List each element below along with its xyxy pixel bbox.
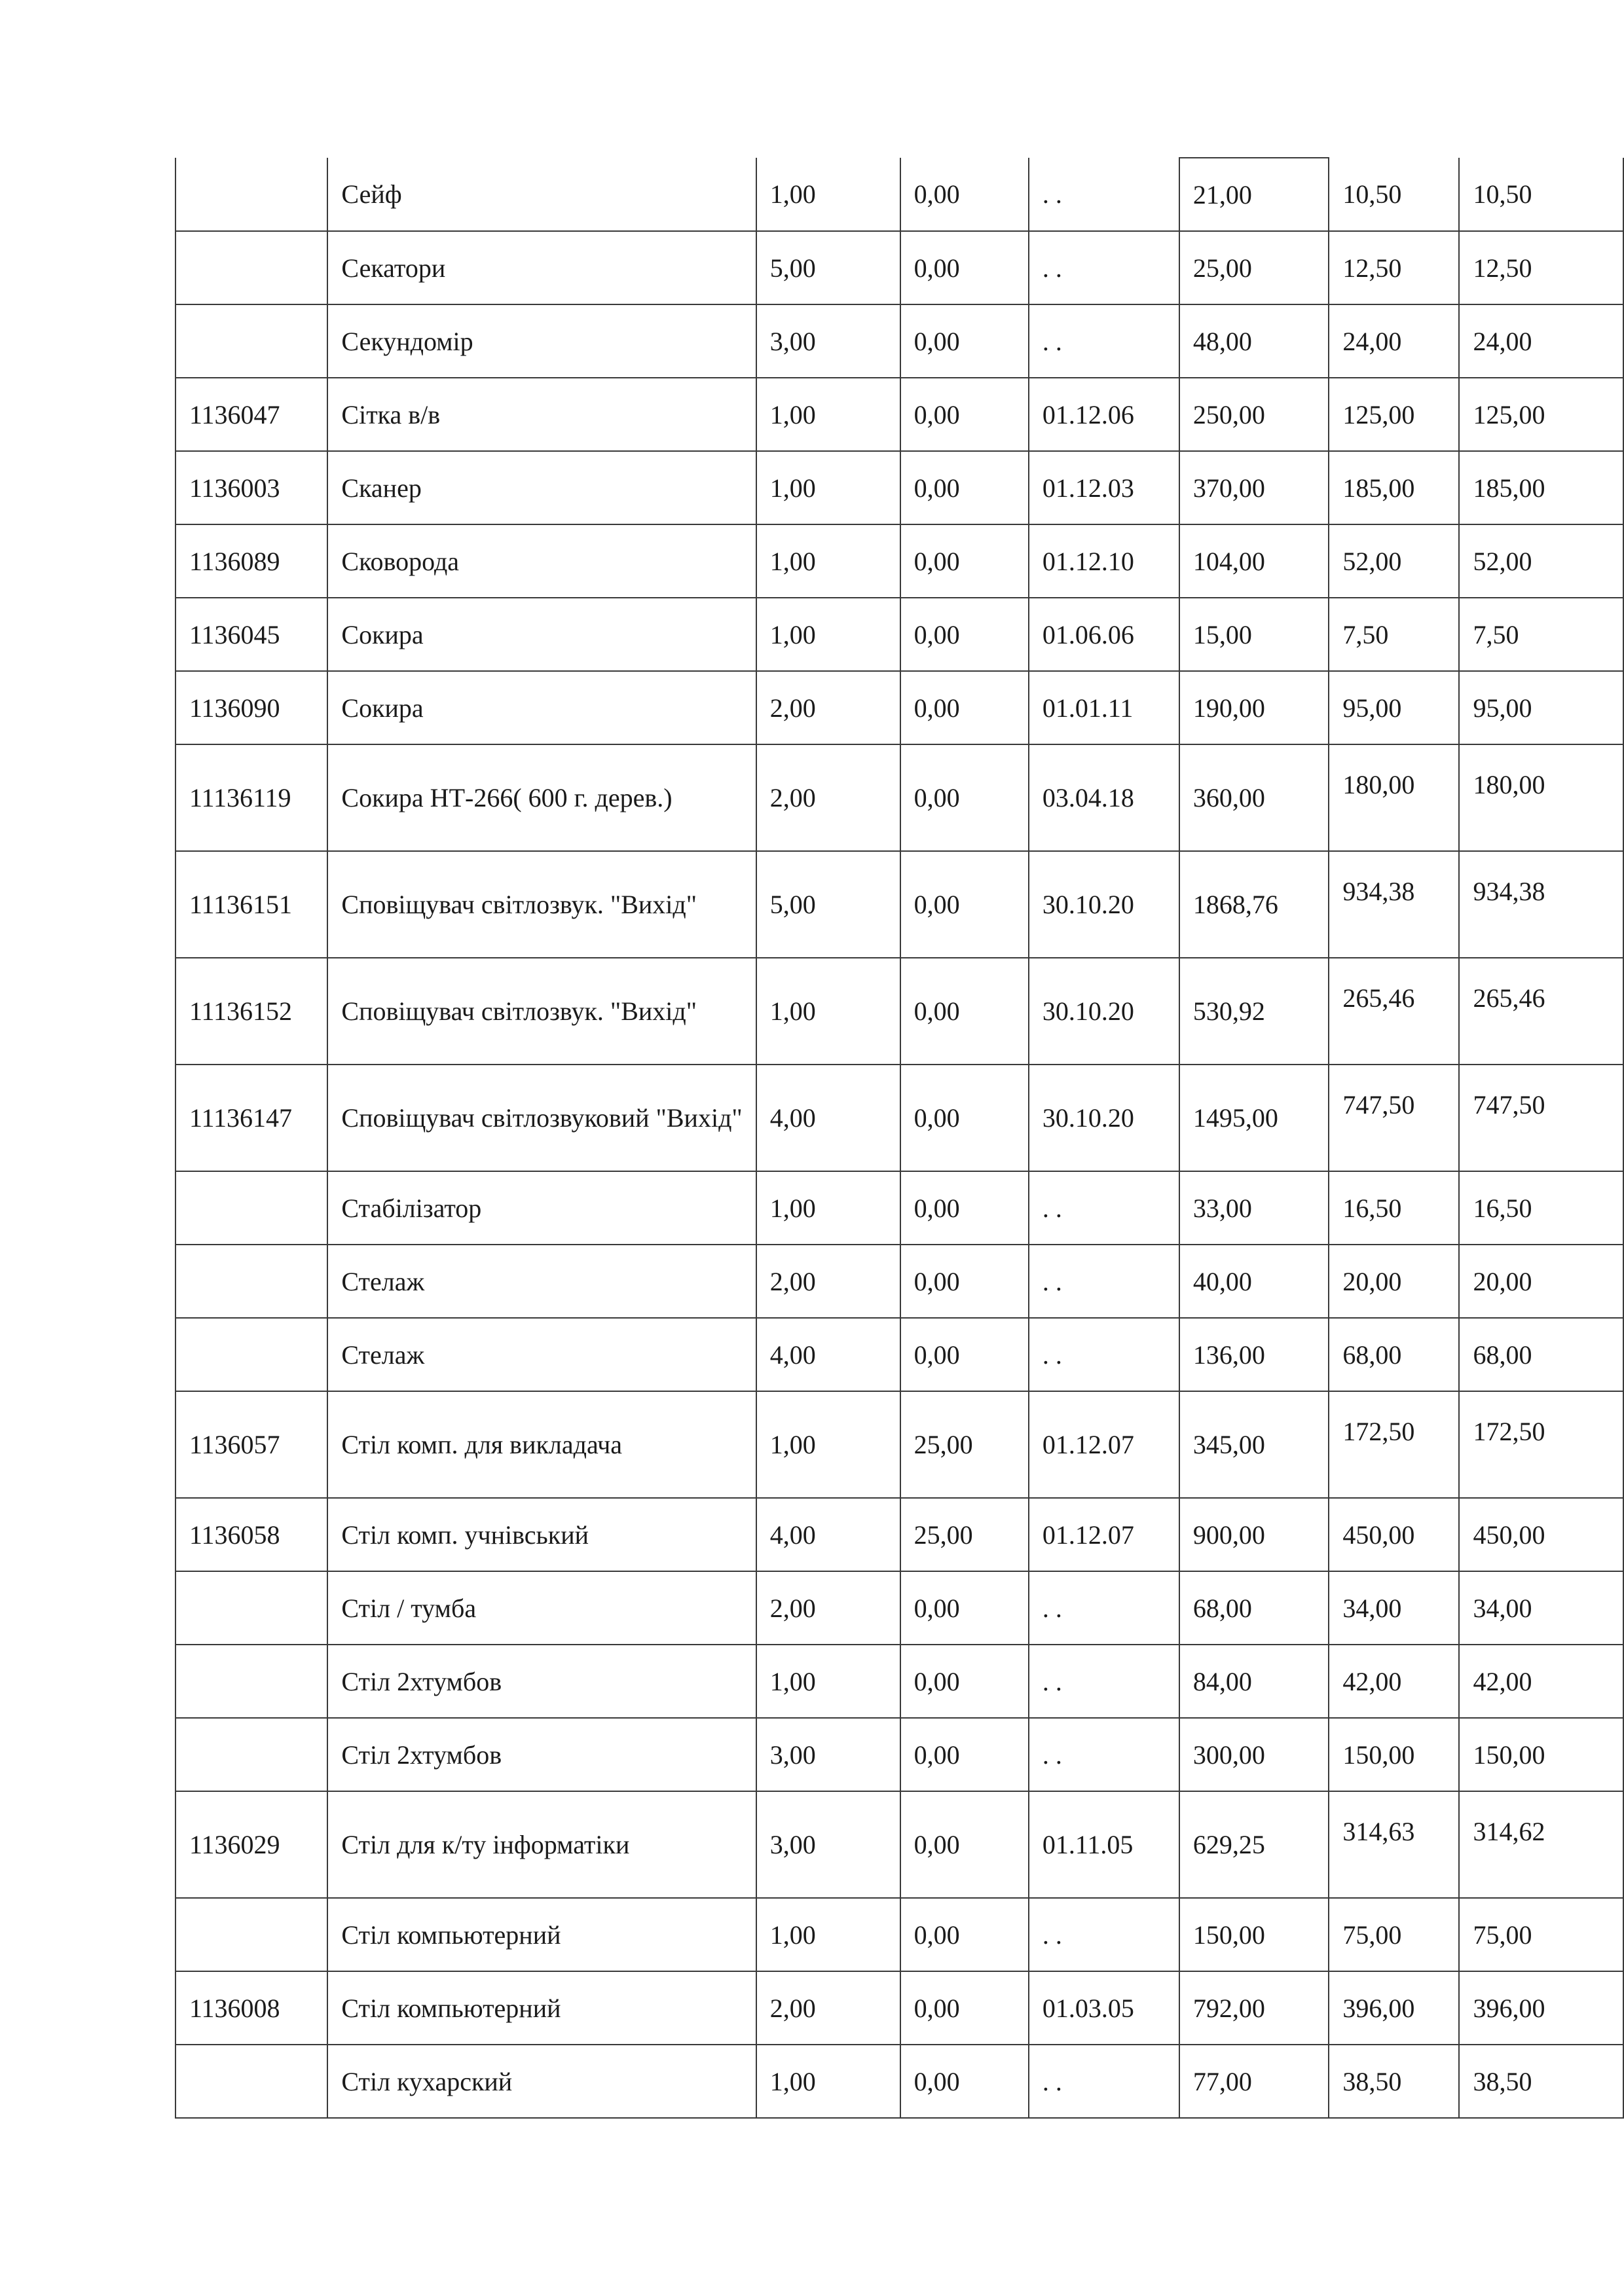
- wear-value-cell: 747,50: [1329, 1065, 1459, 1171]
- item-name-cell: Стіл для к/ту інформатіки: [327, 1791, 756, 1898]
- item-code-cell: 1136045: [175, 598, 327, 671]
- quantity-cell: 1,00: [756, 1898, 900, 1971]
- item-code-cell: 11136119: [175, 744, 327, 851]
- wear-value-cell: 95,00: [1329, 671, 1459, 744]
- residual-value-cell: 180,00: [1459, 744, 1623, 851]
- item-name-cell: Стелаж: [327, 1318, 756, 1391]
- date-cell: . .: [1029, 1718, 1179, 1791]
- date-cell: . .: [1029, 158, 1179, 231]
- item-code-cell: [175, 1645, 327, 1718]
- item-code-cell: 1136090: [175, 671, 327, 744]
- residual-value-cell: 20,00: [1459, 1245, 1623, 1318]
- wear-value-cell: 7,50: [1329, 598, 1459, 671]
- residual-value-cell: 38,50: [1459, 2045, 1623, 2118]
- residual-value-cell: 16,50: [1459, 1171, 1623, 1245]
- wear-value-cell: 180,00: [1329, 744, 1459, 851]
- rate-cell: 0,00: [900, 958, 1029, 1065]
- table-row: [175, 1065, 1623, 1171]
- wear-value-cell: 396,00: [1329, 1971, 1459, 2045]
- item-code-cell: 1136089: [175, 524, 327, 598]
- table-row: [175, 1318, 1623, 1391]
- initial-value-cell: 104,00: [1179, 524, 1329, 598]
- table-row: [175, 378, 1623, 451]
- table-row: [175, 158, 1623, 231]
- rate-cell: 0,00: [900, 598, 1029, 671]
- wear-value-cell: 314,63: [1329, 1791, 1459, 1898]
- rate-cell: 0,00: [900, 158, 1029, 231]
- inventory-table: [175, 157, 1624, 2119]
- quantity-cell: 1,00: [756, 524, 900, 598]
- initial-value-cell: 77,00: [1179, 2045, 1329, 2118]
- date-cell: . .: [1029, 1245, 1179, 1318]
- table-row: [175, 1645, 1623, 1718]
- date-cell: 01.12.07: [1029, 1391, 1179, 1498]
- item-code-cell: 11136151: [175, 851, 327, 958]
- item-code-cell: 1136047: [175, 378, 327, 451]
- quantity-cell: 1,00: [756, 451, 900, 524]
- item-code-cell: [175, 304, 327, 378]
- date-cell: 01.11.05: [1029, 1791, 1179, 1898]
- rate-cell: 0,00: [900, 231, 1029, 304]
- initial-value-cell: 250,00: [1179, 378, 1329, 451]
- item-name-cell: Стіл 2хтумбов: [327, 1645, 756, 1718]
- table-row: [175, 451, 1623, 524]
- quantity-cell: 1,00: [756, 598, 900, 671]
- item-name-cell: Стіл / тумба: [327, 1571, 756, 1645]
- item-name-cell: Стіл комп. для викладача: [327, 1391, 756, 1498]
- rate-cell: 0,00: [900, 1065, 1029, 1171]
- item-name-cell: Стіл компьютерний: [327, 1898, 756, 1971]
- rate-cell: 0,00: [900, 744, 1029, 851]
- date-cell: . .: [1029, 1898, 1179, 1971]
- quantity-cell: 4,00: [756, 1498, 900, 1571]
- wear-value-cell: 172,50: [1329, 1391, 1459, 1498]
- date-cell: 30.10.20: [1029, 1065, 1179, 1171]
- table-row: [175, 231, 1623, 304]
- table-row: [175, 598, 1623, 671]
- quantity-cell: 1,00: [756, 378, 900, 451]
- residual-value-cell: 24,00: [1459, 304, 1623, 378]
- residual-value-cell: 42,00: [1459, 1645, 1623, 1718]
- table-row: [175, 851, 1623, 958]
- item-name-cell: Сканер: [327, 451, 756, 524]
- initial-value-cell: 48,00: [1179, 304, 1329, 378]
- quantity-cell: 4,00: [756, 1065, 900, 1171]
- item-code-cell: 1136029: [175, 1791, 327, 1898]
- item-name-cell: Сокира: [327, 671, 756, 744]
- rate-cell: 0,00: [900, 671, 1029, 744]
- quantity-cell: 2,00: [756, 1571, 900, 1645]
- initial-value-cell: 40,00: [1179, 1245, 1329, 1318]
- initial-value-cell: 792,00: [1179, 1971, 1329, 2045]
- initial-value-cell: 1495,00: [1179, 1065, 1329, 1171]
- initial-value-cell: 15,00: [1179, 598, 1329, 671]
- rate-cell: 0,00: [900, 1898, 1029, 1971]
- item-code-cell: [175, 2045, 327, 2118]
- rate-cell: 0,00: [900, 304, 1029, 378]
- item-name-cell: Сокира НТ-266( 600 г. дерев.): [327, 744, 756, 851]
- item-code-cell: 11136147: [175, 1065, 327, 1171]
- item-name-cell: Стелаж: [327, 1245, 756, 1318]
- item-name-cell: Стіл 2хтумбов: [327, 1718, 756, 1791]
- item-code-cell: [175, 1898, 327, 1971]
- wear-value-cell: 450,00: [1329, 1498, 1459, 1571]
- initial-value-cell: 370,00: [1179, 451, 1329, 524]
- wear-value-cell: 20,00: [1329, 1245, 1459, 1318]
- wear-value-cell: 34,00: [1329, 1571, 1459, 1645]
- residual-value-cell: 95,00: [1459, 671, 1623, 744]
- residual-value-cell: 396,00: [1459, 1971, 1623, 2045]
- date-cell: 30.10.20: [1029, 851, 1179, 958]
- quantity-cell: 2,00: [756, 1245, 900, 1318]
- item-name-cell: Сейф: [327, 158, 756, 231]
- initial-value-cell: 345,00: [1179, 1391, 1329, 1498]
- initial-value-cell: 190,00: [1179, 671, 1329, 744]
- quantity-cell: 2,00: [756, 1971, 900, 2045]
- initial-value-cell: 300,00: [1179, 1718, 1329, 1791]
- initial-value-cell: 84,00: [1179, 1645, 1329, 1718]
- table-row: [175, 1791, 1623, 1898]
- wear-value-cell: 265,46: [1329, 958, 1459, 1065]
- date-cell: . .: [1029, 231, 1179, 304]
- wear-value-cell: 150,00: [1329, 1718, 1459, 1791]
- initial-value-cell: 25,00: [1179, 231, 1329, 304]
- date-cell: 01.01.11: [1029, 671, 1179, 744]
- item-code-cell: 1136008: [175, 1971, 327, 2045]
- date-cell: 01.03.05: [1029, 1971, 1179, 2045]
- initial-value-cell: 1868,76: [1179, 851, 1329, 958]
- rate-cell: 0,00: [900, 1718, 1029, 1791]
- item-code-cell: [175, 1318, 327, 1391]
- residual-value-cell: 7,50: [1459, 598, 1623, 671]
- date-cell: . .: [1029, 1645, 1179, 1718]
- quantity-cell: 3,00: [756, 304, 900, 378]
- rate-cell: 0,00: [900, 524, 1029, 598]
- quantity-cell: 1,00: [756, 1391, 900, 1498]
- item-name-cell: Сповіщувач світлозвуковий "Вихід": [327, 1065, 756, 1171]
- rate-cell: 0,00: [900, 1171, 1029, 1245]
- item-name-cell: Секундомір: [327, 304, 756, 378]
- quantity-cell: 1,00: [756, 158, 900, 231]
- wear-value-cell: 125,00: [1329, 378, 1459, 451]
- item-code-cell: [175, 1171, 327, 1245]
- wear-value-cell: 934,38: [1329, 851, 1459, 958]
- wear-value-cell: 10,50: [1329, 158, 1459, 231]
- wear-value-cell: 42,00: [1329, 1645, 1459, 1718]
- quantity-cell: 3,00: [756, 1718, 900, 1791]
- wear-value-cell: 24,00: [1329, 304, 1459, 378]
- item-code-cell: [175, 1718, 327, 1791]
- quantity-cell: 1,00: [756, 1171, 900, 1245]
- rate-cell: 0,00: [900, 1318, 1029, 1391]
- item-name-cell: Сповіщувач світлозвук. "Вихід": [327, 851, 756, 958]
- table-row: [175, 524, 1623, 598]
- residual-value-cell: 10,50: [1459, 158, 1623, 231]
- quantity-cell: 3,00: [756, 1791, 900, 1898]
- wear-value-cell: 185,00: [1329, 451, 1459, 524]
- residual-value-cell: 52,00: [1459, 524, 1623, 598]
- rate-cell: 0,00: [900, 1571, 1029, 1645]
- rate-cell: 25,00: [900, 1498, 1029, 1571]
- table-row: [175, 1171, 1623, 1245]
- initial-value-cell: 68,00: [1179, 1571, 1329, 1645]
- quantity-cell: 4,00: [756, 1318, 900, 1391]
- quantity-cell: 1,00: [756, 1645, 900, 1718]
- rate-cell: 0,00: [900, 1245, 1029, 1318]
- table-row: [175, 1245, 1623, 1318]
- initial-value-cell: 530,92: [1179, 958, 1329, 1065]
- residual-value-cell: 34,00: [1459, 1571, 1623, 1645]
- table-row: [175, 304, 1623, 378]
- initial-value-cell: 21,00: [1179, 158, 1329, 231]
- table-row: [175, 1571, 1623, 1645]
- residual-value-cell: 68,00: [1459, 1318, 1623, 1391]
- date-cell: 01.12.03: [1029, 451, 1179, 524]
- date-cell: . .: [1029, 1571, 1179, 1645]
- residual-value-cell: 172,50: [1459, 1391, 1623, 1498]
- initial-value-cell: 150,00: [1179, 1898, 1329, 1971]
- table-row: [175, 1718, 1623, 1791]
- wear-value-cell: 68,00: [1329, 1318, 1459, 1391]
- table-row: [175, 671, 1623, 744]
- residual-value-cell: 934,38: [1459, 851, 1623, 958]
- date-cell: 03.04.18: [1029, 744, 1179, 851]
- item-name-cell: Стабілізатор: [327, 1171, 756, 1245]
- table-row: [175, 1971, 1623, 2045]
- item-code-cell: [175, 1571, 327, 1645]
- quantity-cell: 5,00: [756, 231, 900, 304]
- rate-cell: 0,00: [900, 1791, 1029, 1898]
- wear-value-cell: 52,00: [1329, 524, 1459, 598]
- item-name-cell: Сітка в/в: [327, 378, 756, 451]
- residual-value-cell: 450,00: [1459, 1498, 1623, 1571]
- item-code-cell: [175, 1245, 327, 1318]
- item-code-cell: [175, 231, 327, 304]
- rate-cell: 0,00: [900, 378, 1029, 451]
- quantity-cell: 1,00: [756, 958, 900, 1065]
- item-name-cell: Секатори: [327, 231, 756, 304]
- date-cell: . .: [1029, 1318, 1179, 1391]
- item-code-cell: 1136003: [175, 451, 327, 524]
- initial-value-cell: 900,00: [1179, 1498, 1329, 1571]
- initial-value-cell: 33,00: [1179, 1171, 1329, 1245]
- initial-value-cell: 629,25: [1179, 1791, 1329, 1898]
- item-name-cell: Стіл комп. учнівський: [327, 1498, 756, 1571]
- residual-value-cell: 314,62: [1459, 1791, 1623, 1898]
- table-row: [175, 744, 1623, 851]
- residual-value-cell: 265,46: [1459, 958, 1623, 1065]
- quantity-cell: 5,00: [756, 851, 900, 958]
- initial-value-cell: 360,00: [1179, 744, 1329, 851]
- table-row: [175, 2045, 1623, 2118]
- item-code-cell: 1136058: [175, 1498, 327, 1571]
- date-cell: 01.12.10: [1029, 524, 1179, 598]
- item-name-cell: Стіл кухарский: [327, 2045, 756, 2118]
- rate-cell: 0,00: [900, 2045, 1029, 2118]
- wear-value-cell: 12,50: [1329, 231, 1459, 304]
- wear-value-cell: 75,00: [1329, 1898, 1459, 1971]
- date-cell: 01.12.06: [1029, 378, 1179, 451]
- rate-cell: 0,00: [900, 451, 1029, 524]
- quantity-cell: 2,00: [756, 744, 900, 851]
- item-code-cell: 11136152: [175, 958, 327, 1065]
- date-cell: . .: [1029, 1171, 1179, 1245]
- residual-value-cell: 185,00: [1459, 451, 1623, 524]
- quantity-cell: 2,00: [756, 671, 900, 744]
- residual-value-cell: 747,50: [1459, 1065, 1623, 1171]
- rate-cell: 25,00: [900, 1391, 1029, 1498]
- residual-value-cell: 75,00: [1459, 1898, 1623, 1971]
- quantity-cell: 1,00: [756, 2045, 900, 2118]
- table-row: [175, 1391, 1623, 1498]
- item-name-cell: Сковорода: [327, 524, 756, 598]
- rate-cell: 0,00: [900, 1971, 1029, 2045]
- rate-cell: 0,00: [900, 1645, 1029, 1718]
- initial-value-cell: 136,00: [1179, 1318, 1329, 1391]
- date-cell: 01.06.06: [1029, 598, 1179, 671]
- table-row: [175, 958, 1623, 1065]
- wear-value-cell: 38,50: [1329, 2045, 1459, 2118]
- rate-cell: 0,00: [900, 851, 1029, 958]
- item-name-cell: Сокира: [327, 598, 756, 671]
- item-code-cell: [175, 158, 327, 231]
- wear-value-cell: 16,50: [1329, 1171, 1459, 1245]
- inventory-rows: [175, 158, 1623, 2118]
- table-row: [175, 1898, 1623, 1971]
- item-name-cell: Сповіщувач світлозвук. "Вихід": [327, 958, 756, 1065]
- item-name-cell: Стіл компьютерний: [327, 1971, 756, 2045]
- residual-value-cell: 150,00: [1459, 1718, 1623, 1791]
- date-cell: 01.12.07: [1029, 1498, 1179, 1571]
- residual-value-cell: 125,00: [1459, 378, 1623, 451]
- date-cell: . .: [1029, 2045, 1179, 2118]
- residual-value-cell: 12,50: [1459, 231, 1623, 304]
- date-cell: 30.10.20: [1029, 958, 1179, 1065]
- table-row: [175, 1498, 1623, 1571]
- date-cell: . .: [1029, 304, 1179, 378]
- item-code-cell: 1136057: [175, 1391, 327, 1498]
